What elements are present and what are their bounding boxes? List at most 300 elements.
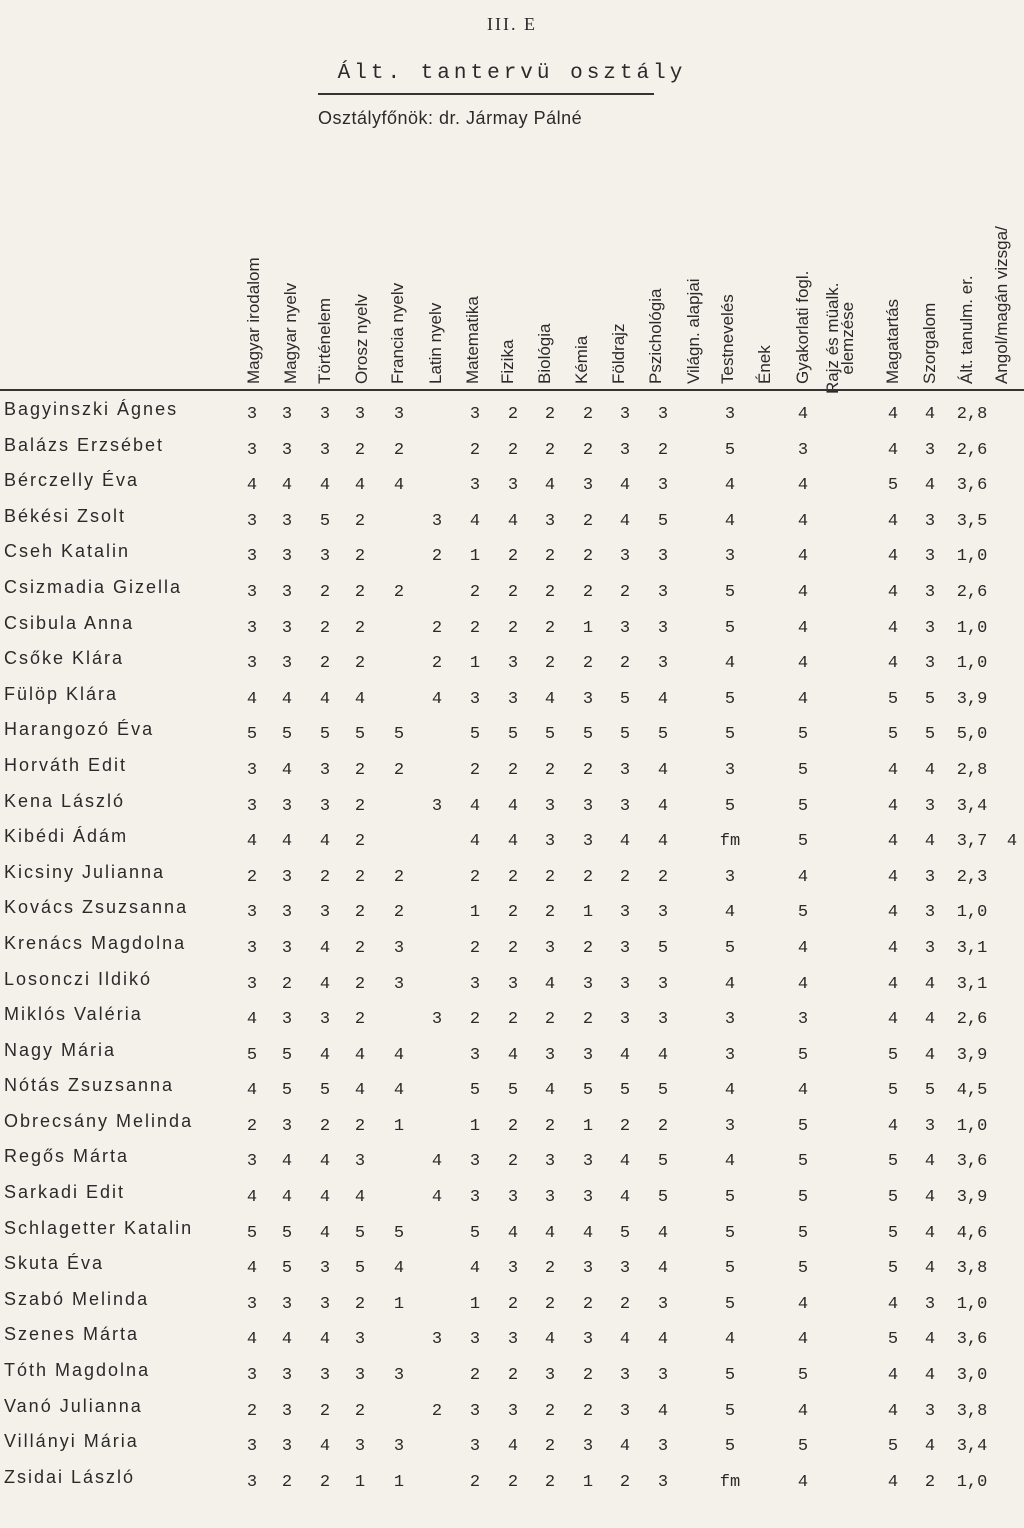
grade-cell: 5 bbox=[797, 1366, 809, 1386]
grade-cell: 5 bbox=[797, 1188, 809, 1208]
student-row bbox=[0, 999, 1024, 1035]
grade-cell: 5 bbox=[724, 725, 736, 745]
grade-cell: 4 bbox=[924, 476, 936, 496]
grade-cell: 3 bbox=[469, 1437, 481, 1457]
grade-cell: 4 bbox=[246, 476, 258, 496]
grade-cell: 3 bbox=[319, 1259, 331, 1279]
column-header: Ált. tanulm. er. bbox=[957, 275, 976, 384]
grade-cell: 3 bbox=[246, 654, 258, 674]
grade-cell: 3 bbox=[724, 547, 736, 567]
student-name: Obrecsány Melinda bbox=[4, 1110, 194, 1131]
grade-cell: 4 bbox=[924, 1259, 936, 1279]
student-name: Fülöp Klára bbox=[4, 683, 119, 704]
grade-cell: 4 bbox=[354, 476, 366, 496]
grade-cell: 2 bbox=[431, 618, 443, 638]
grade-cell: 3 bbox=[724, 1116, 736, 1136]
column-header: Gyakorlati fogl. bbox=[793, 270, 812, 384]
grade-cell: 3 bbox=[657, 618, 669, 638]
grade-cell: 3 bbox=[619, 903, 631, 923]
grade-cell: 2 bbox=[469, 582, 481, 602]
grade-cell: 3 bbox=[319, 1010, 331, 1030]
grade-cell: 4 bbox=[657, 1330, 669, 1350]
student-row bbox=[0, 1426, 1024, 1462]
grade-cell: 2 bbox=[582, 1366, 594, 1386]
student-name: Csibula Anna bbox=[4, 612, 135, 633]
grade-cell: 4 bbox=[319, 832, 331, 852]
student-row bbox=[0, 1141, 1024, 1177]
column-header: Kémia bbox=[572, 335, 591, 384]
grade-cell: 4 bbox=[887, 903, 899, 923]
grade-cell: 3 bbox=[582, 1259, 594, 1279]
grade-cell: 1,0 bbox=[956, 618, 988, 638]
grade-cell: 2 bbox=[507, 1116, 519, 1136]
column-header: Magatartás bbox=[883, 298, 902, 384]
grade-cell: 3,0 bbox=[956, 1366, 988, 1386]
grade-cell: 4 bbox=[319, 938, 331, 958]
grade-cell: 4 bbox=[619, 1045, 631, 1065]
grade-cell: 2 bbox=[544, 582, 556, 602]
grade-cell: 5 bbox=[724, 440, 736, 460]
grade-cell: 4 bbox=[887, 1116, 899, 1136]
grade-cell: 4 bbox=[924, 974, 936, 994]
grade-cell: 1 bbox=[582, 1116, 594, 1136]
grade-cell: 3 bbox=[619, 405, 631, 424]
grade-cell: 2 bbox=[619, 1116, 631, 1136]
grade-cell: 5 bbox=[319, 511, 331, 531]
student-row bbox=[0, 430, 1024, 466]
grade-cell: 5 bbox=[797, 725, 809, 745]
grade-cell: 4 bbox=[887, 654, 899, 674]
grade-cell: 3 bbox=[246, 903, 258, 923]
grade-cell: 3 bbox=[657, 1010, 669, 1030]
grade-cell: 3 bbox=[281, 1401, 293, 1421]
grade-cell: 2 bbox=[619, 582, 631, 602]
column-header: Francia nyelv bbox=[388, 282, 407, 384]
grade-cell: 5 bbox=[469, 725, 481, 745]
grade-cell: 1 bbox=[582, 903, 594, 923]
grade-cell: 5 bbox=[246, 1045, 258, 1065]
grade-cell: 5 bbox=[724, 1294, 736, 1314]
grade-cell: 4 bbox=[469, 832, 481, 852]
grade-cell: 4 bbox=[924, 1188, 936, 1208]
grade-cell: 3 bbox=[924, 440, 936, 460]
student-row bbox=[0, 465, 1024, 501]
grade-cell: 5 bbox=[281, 725, 293, 745]
grade-cell: 5 bbox=[507, 725, 519, 745]
grade-cell: 4 bbox=[887, 1294, 899, 1314]
grade-cell: 4 bbox=[887, 547, 899, 567]
grade-cell: 2 bbox=[544, 547, 556, 567]
grade-cell: 3,4 bbox=[956, 796, 988, 816]
grade-cell: 2 bbox=[619, 1294, 631, 1314]
student-name: Zsidai László bbox=[4, 1466, 136, 1487]
student-row bbox=[0, 857, 1024, 893]
grade-cell: 4 bbox=[354, 1188, 366, 1208]
student-name: Kovács Zsuzsanna bbox=[4, 897, 189, 918]
grade-cell: 2 bbox=[507, 867, 519, 887]
grade-cell: 3 bbox=[507, 1330, 519, 1350]
grade-cell: 5 bbox=[619, 1081, 631, 1101]
grade-cell: 3 bbox=[582, 1188, 594, 1208]
grade-cell: 3 bbox=[469, 1401, 481, 1421]
column-header: Történelem bbox=[315, 298, 334, 384]
grade-cell: 3 bbox=[619, 974, 631, 994]
grade-cell: 3 bbox=[319, 903, 331, 923]
grade-cell: 3 bbox=[354, 1366, 366, 1386]
grade-cell: 3 bbox=[724, 405, 736, 424]
grade-cell: 4 bbox=[431, 1188, 443, 1208]
student-name: Cseh Katalin bbox=[4, 541, 131, 562]
grade-cell: 5 bbox=[797, 832, 809, 852]
grade-cell: 5 bbox=[246, 725, 258, 745]
grade-cell: 4 bbox=[887, 832, 899, 852]
grade-cell: 3 bbox=[619, 760, 631, 780]
grade-cell: 3 bbox=[544, 832, 556, 852]
grade-cell: 1 bbox=[582, 618, 594, 638]
grade-cell: 1 bbox=[393, 1116, 405, 1136]
grade-cell: 5 bbox=[887, 1152, 899, 1172]
grade-cell: 4 bbox=[319, 1223, 331, 1243]
grade-cell: 3 bbox=[246, 1366, 258, 1386]
class-teacher-line: Osztályfőnök: dr. Jármay Pálné bbox=[318, 108, 583, 128]
grade-cell: 4 bbox=[281, 760, 293, 780]
grade-cell: 3,6 bbox=[956, 476, 988, 496]
grade-cell: 4 bbox=[354, 1081, 366, 1101]
grade-cell: 3 bbox=[319, 440, 331, 460]
grade-cell: 3 bbox=[619, 938, 631, 958]
grade-cell: 5 bbox=[657, 1188, 669, 1208]
grade-cell: 5 bbox=[393, 725, 405, 745]
grade-cell: 4 bbox=[281, 1330, 293, 1350]
grade-cell: 2 bbox=[354, 938, 366, 958]
grade-cell: 3 bbox=[544, 511, 556, 531]
grade-cell: 1,0 bbox=[956, 654, 988, 674]
grade-cell: 2 bbox=[281, 1472, 293, 1492]
student-name: Kibédi Ádám bbox=[4, 826, 129, 847]
grade-cell: 4 bbox=[657, 760, 669, 780]
grade-cell: 3 bbox=[246, 405, 258, 424]
grade-cell: 5 bbox=[281, 1045, 293, 1065]
grade-cell: 3 bbox=[281, 618, 293, 638]
grade-cell: 4 bbox=[797, 1081, 809, 1101]
grade-cell: 5 bbox=[619, 725, 631, 745]
grade-cell: 2 bbox=[582, 511, 594, 531]
student-name: Krenács Magdolna bbox=[4, 932, 187, 953]
grade-cell: 3 bbox=[582, 1330, 594, 1350]
grade-cell: 4,5 bbox=[956, 1081, 988, 1101]
grade-cell: 4 bbox=[246, 1330, 258, 1350]
grade-cell: 3 bbox=[507, 654, 519, 674]
grade-cell: 2 bbox=[619, 867, 631, 887]
grade-cell: 3,6 bbox=[956, 1152, 988, 1172]
grade-cell: 3 bbox=[246, 440, 258, 460]
grade-cell: 4 bbox=[797, 1330, 809, 1350]
grade-cell: 2 bbox=[544, 867, 556, 887]
column-header: Biológia bbox=[535, 323, 554, 384]
student-name: Nótás Zsuzsanna bbox=[4, 1075, 175, 1096]
grade-cell: 3 bbox=[246, 796, 258, 816]
grade-cell: 3 bbox=[724, 1010, 736, 1030]
grade-cell: 2 bbox=[354, 654, 366, 674]
student-row bbox=[0, 821, 1024, 857]
grade-cell: 3 bbox=[582, 832, 594, 852]
grade-cell: 2 bbox=[354, 547, 366, 567]
grade-cell: 3 bbox=[582, 1437, 594, 1457]
student-name: Regős Márta bbox=[4, 1146, 130, 1167]
grade-cell: 4,6 bbox=[956, 1223, 988, 1243]
grade-cell: 5 bbox=[657, 511, 669, 531]
column-header-line: Rajz és müalk. bbox=[823, 282, 842, 394]
grade-cell: 5 bbox=[354, 725, 366, 745]
grade-cell: 2 bbox=[582, 867, 594, 887]
grade-cell: 2 bbox=[544, 405, 556, 424]
grade-cell: 2 bbox=[354, 440, 366, 460]
grade-cell: 3 bbox=[657, 405, 669, 424]
grade-cell: 3 bbox=[431, 511, 443, 531]
grade-cell: 2 bbox=[393, 440, 405, 460]
grade-cell: 2 bbox=[507, 1152, 519, 1172]
student-row bbox=[0, 892, 1024, 928]
grade-cell: 3 bbox=[724, 760, 736, 780]
grade-cell: 5 bbox=[281, 1223, 293, 1243]
grade-cell: 4 bbox=[281, 476, 293, 496]
student-row bbox=[0, 786, 1024, 822]
grade-cell: 5 bbox=[319, 1081, 331, 1101]
grade-cell: 3 bbox=[354, 1437, 366, 1457]
grade-cell: 5 bbox=[887, 1045, 899, 1065]
grade-cell: 4 bbox=[797, 511, 809, 531]
grade-cell: 3 bbox=[319, 1366, 331, 1386]
grade-cell: 4 bbox=[319, 689, 331, 709]
grade-cell: 3 bbox=[582, 974, 594, 994]
grade-cell: 2 bbox=[354, 1116, 366, 1136]
grade-cell: 4 bbox=[507, 511, 519, 531]
student-row bbox=[0, 1177, 1024, 1213]
grade-cell: 1 bbox=[469, 1294, 481, 1314]
grade-cell: 3 bbox=[657, 903, 669, 923]
grade-cell: 3 bbox=[246, 1472, 258, 1492]
grade-cell: 2 bbox=[924, 1472, 936, 1492]
grade-cell: 3 bbox=[657, 1294, 669, 1314]
student-row bbox=[0, 1248, 1024, 1284]
grade-cell: 4 bbox=[924, 1010, 936, 1030]
grade-cell: 2 bbox=[507, 938, 519, 958]
grade-cell: 3 bbox=[281, 511, 293, 531]
grade-cell: 5 bbox=[797, 796, 809, 816]
grade-cell: 5 bbox=[797, 1045, 809, 1065]
grade-cell: 4 bbox=[797, 689, 809, 709]
grade-cell: 3 bbox=[354, 405, 366, 424]
grade-cell: 5 bbox=[797, 1437, 809, 1457]
grade-cell: 3 bbox=[319, 796, 331, 816]
student-name: Harangozó Éva bbox=[4, 719, 155, 740]
grade-cell: 4 bbox=[657, 689, 669, 709]
grade-cell: 4 bbox=[887, 796, 899, 816]
grade-cell: 3 bbox=[507, 1188, 519, 1208]
grade-cell: 4 bbox=[619, 476, 631, 496]
grade-cell: 1,0 bbox=[956, 1294, 988, 1314]
grade-cell: 3 bbox=[924, 903, 936, 923]
grade-cell: 4 bbox=[797, 974, 809, 994]
grade-cell: 5 bbox=[724, 1366, 736, 1386]
grade-cell: 2 bbox=[354, 832, 366, 852]
column-header: Világn. alapjai bbox=[684, 278, 703, 384]
grade-cell: 3 bbox=[724, 1045, 736, 1065]
student-name: Csizmadia Gizella bbox=[4, 576, 183, 597]
grade-cell: 4 bbox=[724, 654, 736, 674]
grade-cell: 5 bbox=[724, 618, 736, 638]
grade-cell: 4 bbox=[1006, 832, 1018, 852]
student-name: Kicsiny Julianna bbox=[4, 861, 166, 882]
grade-cell: 2 bbox=[657, 867, 669, 887]
grade-cell: 4 bbox=[924, 1152, 936, 1172]
student-name: Tóth Magdolna bbox=[4, 1360, 151, 1381]
grade-cell: 5 bbox=[354, 1259, 366, 1279]
grade-cell: 4 bbox=[657, 1045, 669, 1065]
grade-cell: 2 bbox=[507, 582, 519, 602]
grade-cell: 3,1 bbox=[956, 938, 988, 958]
grade-cell: 4 bbox=[319, 1437, 331, 1457]
grade-cell: 2 bbox=[393, 760, 405, 780]
grade-cell: 4 bbox=[507, 832, 519, 852]
grade-cell: 3 bbox=[281, 582, 293, 602]
grade-cell: 3 bbox=[469, 1152, 481, 1172]
grade-cell: 4 bbox=[924, 1330, 936, 1350]
grade-cell: 4 bbox=[887, 582, 899, 602]
grade-cell: 4 bbox=[797, 867, 809, 887]
grade-cell: 5 bbox=[582, 1081, 594, 1101]
grade-cell: 4 bbox=[619, 1437, 631, 1457]
student-name: Vanó Julianna bbox=[4, 1395, 143, 1416]
grade-cell: 2,8 bbox=[956, 405, 988, 424]
grade-cell: 2 bbox=[246, 1116, 258, 1136]
grade-cell: 5 bbox=[887, 1437, 899, 1457]
column-header: Magyar nyelv bbox=[281, 282, 300, 384]
column-headers bbox=[0, 0, 1024, 394]
grade-cell: 5 bbox=[797, 1116, 809, 1136]
grade-cell: 3 bbox=[657, 654, 669, 674]
grade-cell: 3 bbox=[281, 867, 293, 887]
column-header: Szorgalom bbox=[920, 302, 939, 384]
grade-cell: 5 bbox=[319, 725, 331, 745]
grade-cell: 5 bbox=[924, 1081, 936, 1101]
grade-cell: 3 bbox=[319, 547, 331, 567]
grade-cell: 4 bbox=[887, 618, 899, 638]
grade-cell: 3 bbox=[544, 938, 556, 958]
grade-cell: 3 bbox=[319, 760, 331, 780]
grade-cell: 1 bbox=[582, 1472, 594, 1492]
grade-cell: 4 bbox=[393, 476, 405, 496]
grade-cell: 2 bbox=[354, 974, 366, 994]
student-name: Nagy Mária bbox=[4, 1039, 117, 1060]
grade-cell: 3,4 bbox=[956, 1437, 988, 1457]
grade-cell: 3 bbox=[619, 547, 631, 567]
grade-cell: 4 bbox=[797, 405, 809, 424]
grade-cell: 3 bbox=[924, 582, 936, 602]
grade-cell: 4 bbox=[319, 1188, 331, 1208]
student-row bbox=[0, 394, 1024, 430]
grade-cell: 3,6 bbox=[956, 1330, 988, 1350]
grade-cell: 3 bbox=[469, 1330, 481, 1350]
student-name: Horváth Edit bbox=[4, 754, 128, 775]
grade-cell: 3 bbox=[469, 689, 481, 709]
grade-cell: 3 bbox=[393, 938, 405, 958]
grade-cell: 2 bbox=[507, 405, 519, 424]
grade-cell: 5 bbox=[887, 1330, 899, 1350]
column-header: Angol/magán vizsga/ bbox=[992, 226, 1011, 384]
grade-cell: 4 bbox=[887, 405, 899, 424]
student-name: Kena László bbox=[4, 790, 126, 811]
grade-cell: 2 bbox=[431, 547, 443, 567]
grade-cell: 3 bbox=[544, 1152, 556, 1172]
grade-cell: 2 bbox=[319, 867, 331, 887]
column-header: Latin nyelv bbox=[426, 302, 445, 384]
grade-cell: 4 bbox=[507, 796, 519, 816]
grade-cell: 2 bbox=[469, 440, 481, 460]
grade-cell: 4 bbox=[887, 511, 899, 531]
student-row bbox=[0, 572, 1024, 608]
grade-cell: 1 bbox=[469, 1116, 481, 1136]
student-row bbox=[0, 1213, 1024, 1249]
grade-cell: 4 bbox=[619, 511, 631, 531]
grade-cell: 4 bbox=[507, 1437, 519, 1457]
grade-cell: 5 bbox=[724, 1259, 736, 1279]
grade-cell: 4 bbox=[393, 1045, 405, 1065]
grade-cell: 3 bbox=[246, 618, 258, 638]
grade-cell: 4 bbox=[319, 1045, 331, 1065]
grade-cell: 5 bbox=[507, 1081, 519, 1101]
grade-cell: 5 bbox=[724, 1437, 736, 1457]
column-header: Magyar irodalom bbox=[244, 257, 263, 384]
grade-cell: 4 bbox=[724, 903, 736, 923]
grade-cell: 1,0 bbox=[956, 1472, 988, 1492]
grade-cell: 4 bbox=[724, 1330, 736, 1350]
grade-cell: 4 bbox=[724, 1081, 736, 1101]
grade-cell: 2 bbox=[469, 867, 481, 887]
grade-cell: 2 bbox=[507, 1010, 519, 1030]
grade-cell: 3 bbox=[431, 1010, 443, 1030]
grade-cell: 2 bbox=[544, 440, 556, 460]
grade-cell: 3 bbox=[246, 1152, 258, 1172]
grade-cell: 4 bbox=[281, 689, 293, 709]
grade-cell: 3 bbox=[797, 440, 809, 460]
grade-cell: 2 bbox=[582, 1401, 594, 1421]
grade-cell: 3,7 bbox=[956, 832, 988, 852]
grade-cell: 2 bbox=[319, 1401, 331, 1421]
column-header: Orosz nyelv bbox=[352, 294, 371, 384]
student-name: Bérczelly Éva bbox=[4, 470, 140, 491]
grade-cell: 4 bbox=[619, 1330, 631, 1350]
header-divider bbox=[0, 389, 1024, 391]
grade-cell: 3 bbox=[393, 405, 405, 424]
student-row bbox=[0, 501, 1024, 537]
grade-cell: 2 bbox=[319, 618, 331, 638]
grade-cell: 2 bbox=[469, 938, 481, 958]
student-row bbox=[0, 679, 1024, 715]
grade-cell: 4 bbox=[469, 511, 481, 531]
grade-cell: 2 bbox=[582, 582, 594, 602]
grade-cell: 3 bbox=[281, 796, 293, 816]
grade-cell: 3 bbox=[657, 1437, 669, 1457]
grade-cell: 4 bbox=[319, 974, 331, 994]
grade-cell: 3 bbox=[246, 974, 258, 994]
grade-cell: 4 bbox=[281, 1188, 293, 1208]
grade-cell: 2 bbox=[246, 1401, 258, 1421]
student-row bbox=[0, 714, 1024, 750]
student-row bbox=[0, 1070, 1024, 1106]
grade-cell: 3 bbox=[657, 476, 669, 496]
grade-cell: 3 bbox=[924, 1294, 936, 1314]
